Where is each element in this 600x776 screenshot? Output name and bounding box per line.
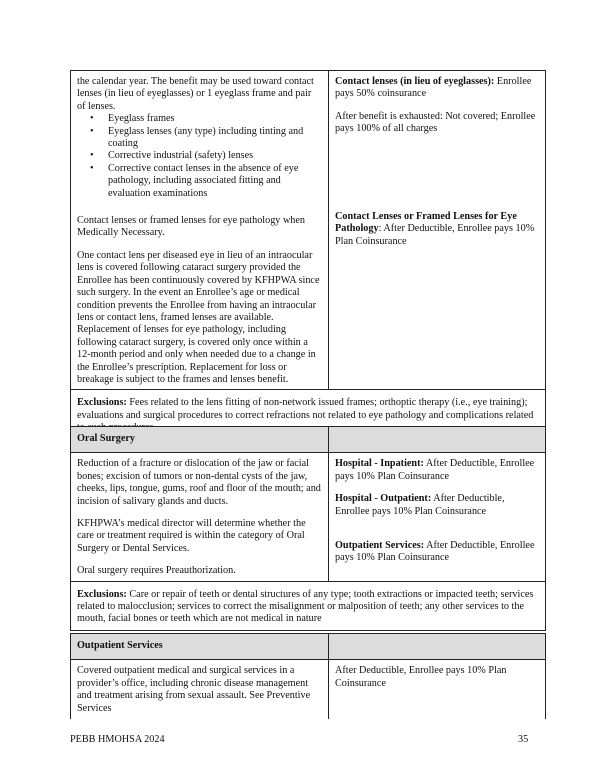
oral-exclusions-cell	[71, 582, 545, 630]
benefit-exhausted-text: After benefit is exhausted: Not covered; Enrollee pays 100% of all charges	[335, 110, 536, 135]
vision-bullet-list	[77, 113, 322, 200]
oral-surgery-text-1: Reduction of a fracture or dislocation of the jaw or facial bones; excision of tumors or non-dental cysts of the jaw, cheeks, lips, tongue, gums, roof and floor of the mouth; and incision of salivary glands and ducts.	[77, 458, 321, 507]
outpatient-cost-cell	[329, 660, 545, 719]
vision-description-cell	[71, 71, 329, 203]
hospital-outpatient-label: Hospital - Outpatient:	[335, 493, 432, 505]
exclusions-label: Exclusions:	[77, 397, 127, 409]
outpatient-row	[71, 659, 545, 719]
exclusions-label: Exclusions:	[77, 588, 127, 600]
oral-surgery-table	[70, 426, 546, 631]
footer-page-number: 35	[518, 734, 529, 745]
oral-surgery-header-row	[71, 427, 545, 452]
vision-intro-text: the calendar year. The benefit may be used toward contact lenses (in lieu of eyeglasses) or 1 eyeglass frame and pair of lenses.	[77, 76, 314, 112]
hospital-outpatient-cost	[335, 493, 539, 518]
outpatient-cost: After Deductible, Enrollee pays 10% Plan Coinsurance	[335, 665, 507, 689]
exclusions-text: Fees related to the lens fitting of non-network issued frames; orthoptic therapy (i.e., eye training); evaluations and surgical procedures to correct refractions not related to eye pathology and complications related	[77, 397, 534, 421]
eye-pathology-text-2: One contact lens per diseased eye in lieu of an intraocular lens is covered following cataract surgery provided the Enrollee has been continuously covered by KFHPWA since such surgery. In the event an Enrollee’s age or medical condition prevents the Enrollee from having an intraocular lens or contact lens, framed lenses are available. Replacement of lenses for eye pathology, including following cataract surgery, is covered only once within a 12-month period and only when needed due to a change in the Enrollee’s prescription. Replacement for loss or breakage is subject to the frames and lenses benefit.	[77, 249, 320, 385]
eye-pathology-row	[71, 203, 545, 389]
outpatient-services-cost	[335, 540, 539, 565]
contact-lens-text: Enrollee pays 50% coinsurance	[335, 76, 532, 100]
exclusions-text: Care or repair of teeth or dental structures of any type; tooth extractions or impacted teeth; services related to malocclusion; services to correct the misalignment or malposition of teeth; any other services to the mouth, facial bones or teeth which are not medical in nature	[77, 588, 534, 625]
hospital-inpatient-text: After Deductible, Enrollee pays 10% Plan Coinsurance	[335, 458, 535, 482]
bullet-item: • Corrective contact lenses in the absence of eye pathology, including associated fitting and evaluation examinations	[77, 163, 322, 200]
outpatient-description: Covered outpatient medical and surgical services in a provider’s office, including chronic disease management and treatment arising from sexual assault. See Preventive Services	[77, 665, 311, 714]
oral-exclusions-row	[71, 581, 545, 630]
outpatient-header: Outpatient Services	[71, 634, 329, 659]
vision-row	[71, 71, 545, 203]
outpatient-services-label: Outpatient Services:	[335, 540, 425, 552]
oral-surgery-header: Oral Surgery	[71, 427, 329, 452]
hospital-inpatient-label: Hospital - Inpatient:	[335, 458, 424, 470]
bullet-item: • Eyeglass frames	[77, 113, 322, 125]
oral-surgery-row	[71, 452, 545, 580]
bullet-item: • Eyeglass lenses (any type) including tinting and coating	[77, 126, 322, 151]
contact-lens-label: Contact lenses (in lieu of eyeglasses):	[335, 76, 495, 87]
oral-surgery-text-2: KFHPWA’s medical director will determine whether the care or treatment required is within the category of Oral Surgery or Dental Services.	[77, 518, 306, 554]
vision-benefit-table	[70, 70, 546, 440]
oral-surgery-description-cell	[71, 453, 329, 580]
oral-exclusions	[77, 589, 539, 626]
vision-cost-cell	[329, 71, 545, 203]
outpatient-header-blank	[329, 634, 545, 659]
bullet-item: • Corrective industrial (safety) lenses	[77, 150, 322, 162]
outpatient-services-table	[70, 633, 546, 719]
outpatient-header-row	[71, 634, 545, 659]
eye-pathology-text-1: Contact lenses or framed lenses for eye pathology when Medically Necessary.	[77, 215, 306, 239]
oral-surgery-text-3: Oral surgery requires Preauthorization.	[77, 565, 236, 577]
eye-pathology-label: Contact Lenses or Framed Lenses for Eye Pathology	[335, 211, 517, 235]
oral-surgery-header-blank	[329, 427, 545, 452]
eye-pathology-cost	[335, 211, 539, 248]
eye-pathology-cost-text: : After Deductible, Enrollee pays 10% Plan Coinsurance	[335, 223, 535, 247]
footer-document-title: PEBB HMOHSA 2024	[70, 734, 165, 745]
oral-surgery-cost-cell	[329, 453, 545, 580]
eye-pathology-description-cell	[71, 203, 329, 389]
contact-lens-cost	[335, 76, 539, 101]
outpatient-description-cell	[71, 660, 329, 719]
hospital-inpatient-cost	[335, 458, 539, 483]
eye-pathology-cost-cell	[329, 203, 545, 389]
hospital-outpatient-text: After Deductible, Enrollee pays 10% Plan Coinsurance	[335, 493, 505, 517]
outpatient-services-text: After Deductible, Enrollee pays 10% Plan Coinsurance	[335, 540, 535, 564]
